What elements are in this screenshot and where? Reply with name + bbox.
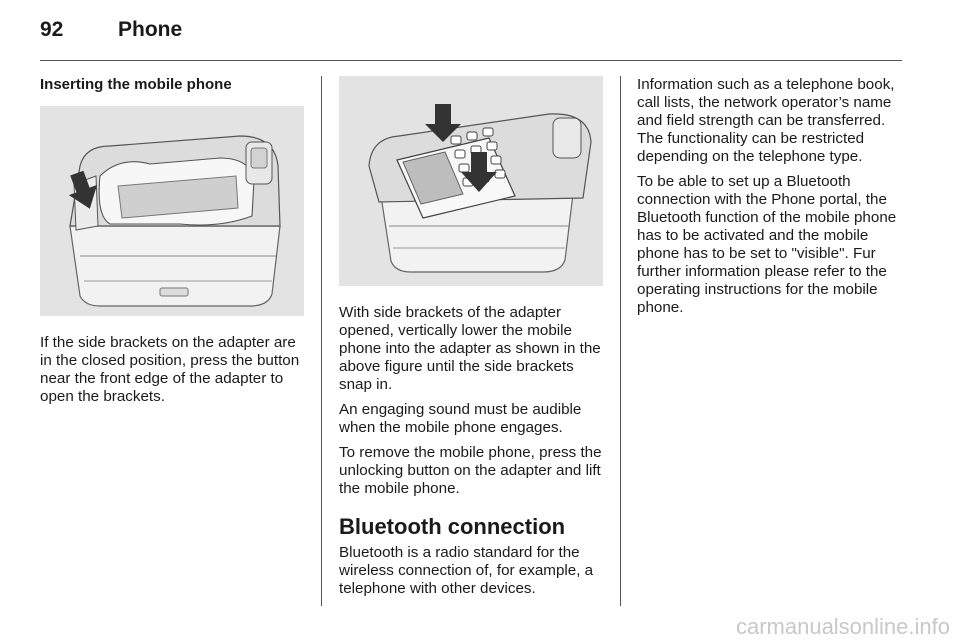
paragraph-remove-phone: To remove the mobile phone, press the unlocking button on the adapter and lift the mobile phone.	[339, 444, 602, 497]
phone-insert-figure	[339, 76, 603, 286]
page-title: Phone	[118, 18, 183, 41]
header-rule	[40, 60, 902, 61]
instruction-paragraph: If the side brackets on the adapter are in the closed position, press the button near the front edge of the adapter to open the brackets.	[40, 334, 300, 405]
bluetooth-heading: Bluetooth connection	[339, 514, 566, 539]
paragraph-engaging-sound: An engaging sound must be audible when the mobile phone engages.	[339, 401, 582, 436]
paragraph-lower-phone: With side brackets of the adapter opened, vertically lower the mobile phone into the adapter as shown in the above figure until the side brackets snap in.	[339, 304, 601, 393]
paragraph-bluetooth-intro: Bluetooth is a radio standard for the wireless connection of, for example, a telephone with other devices.	[339, 544, 594, 597]
column-divider	[321, 76, 322, 606]
paragraph-setup-bluetooth: To be able to set up a Bluetooth connection with the Phone portal, the Bluetooth function of the mobile phone has to be activated and the mobile phone has to be set to "visible". Fur further information please refer to the operating instructions for the mobile phone.	[637, 173, 897, 316]
adapter-open-figure	[40, 106, 304, 316]
page-number: 92	[40, 18, 64, 41]
column-1	[40, 76, 304, 413]
watermark: carmanualsonline.info	[735, 614, 950, 639]
column-3	[637, 76, 901, 324]
paragraph-transfer-info: Information such as a telephone book, call lists, the network operator’s name and field strength can be transferred. The functionality can be restricted depending on the telephone type.	[637, 76, 895, 165]
column-2	[339, 76, 603, 605]
section-subheading: Inserting the mobile phone	[40, 76, 232, 93]
column-divider	[620, 76, 621, 606]
